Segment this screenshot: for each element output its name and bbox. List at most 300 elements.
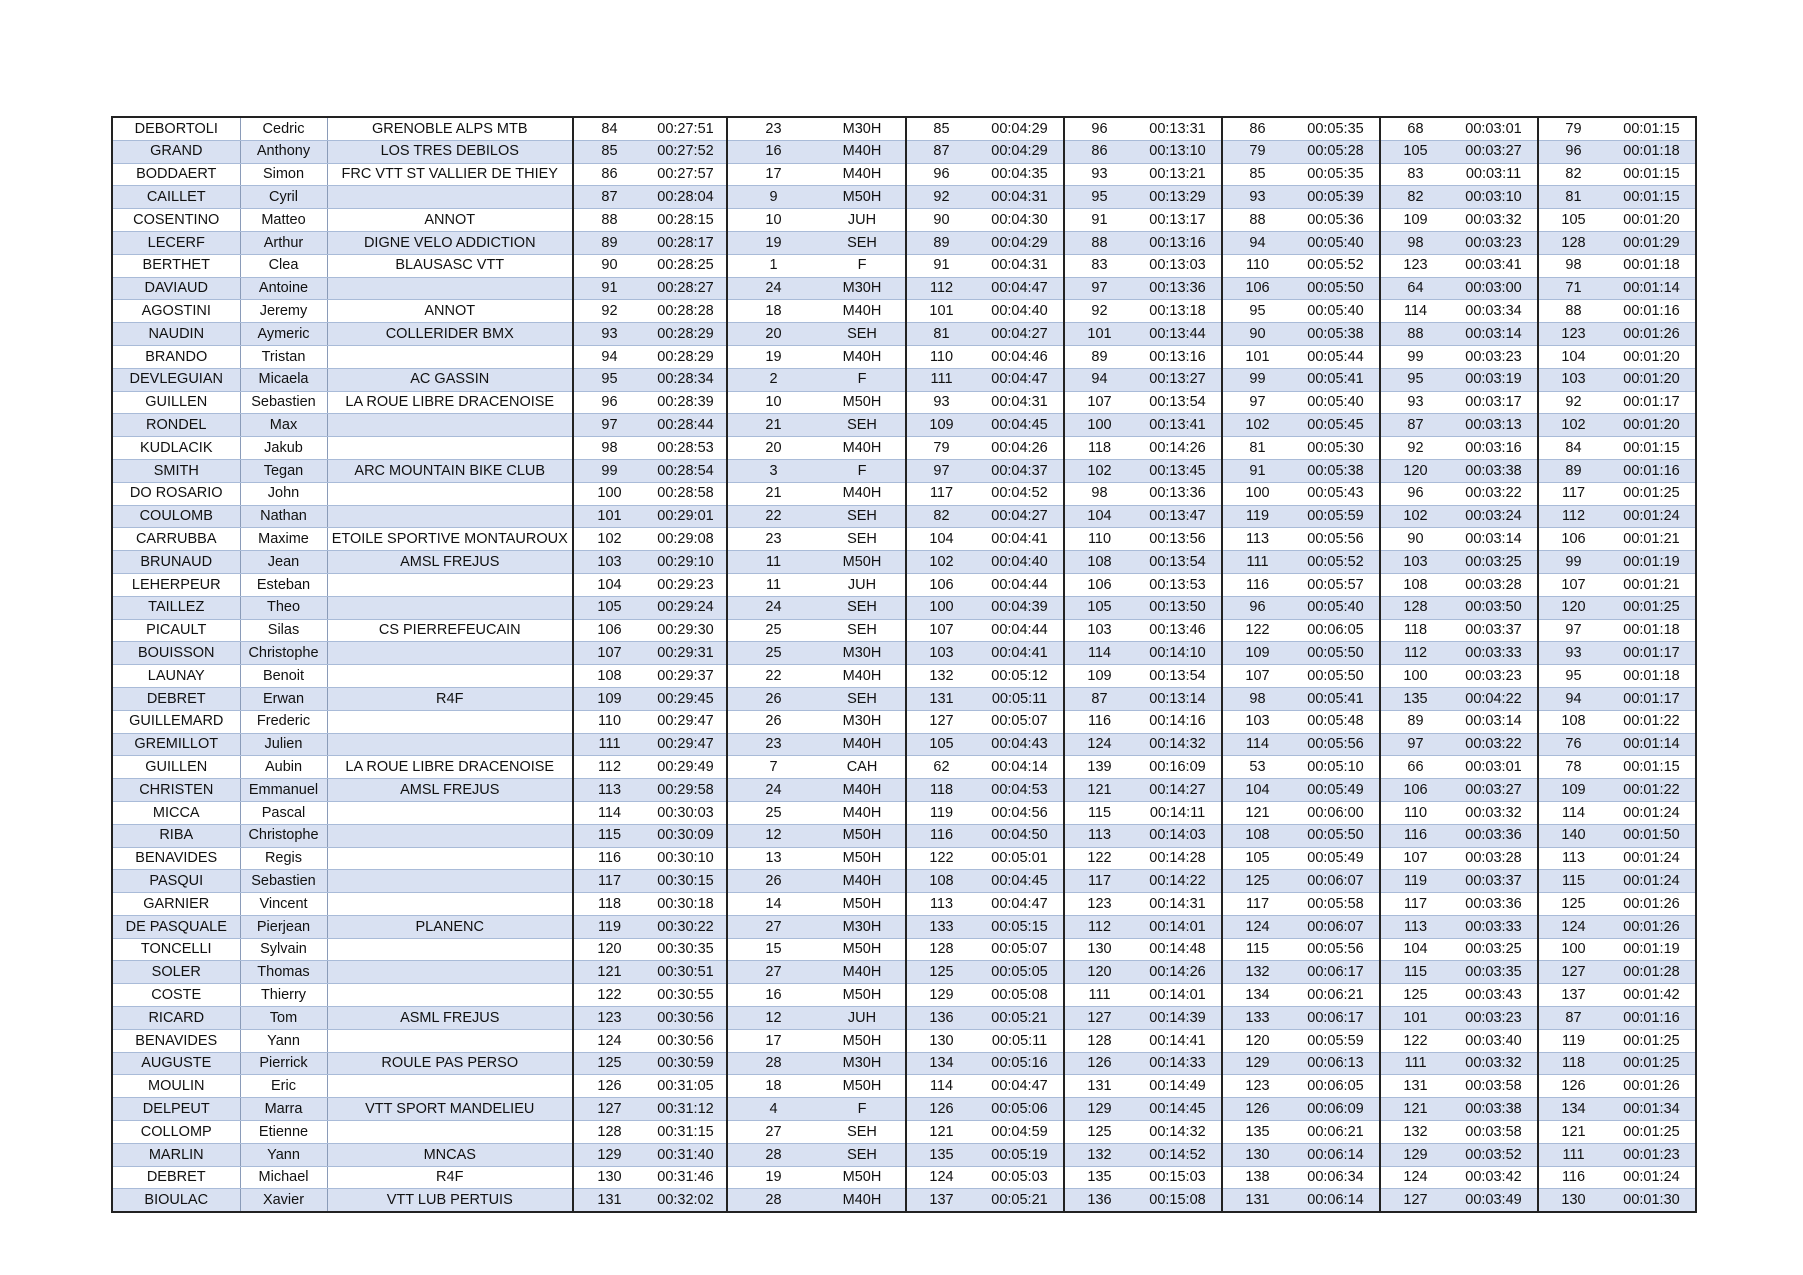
cell-category-rank: 25: [727, 801, 819, 824]
cell-overall-time: 00:31:15: [645, 1121, 727, 1144]
cell-first-name: Tegan: [240, 459, 327, 482]
cell-category-rank: 12: [727, 1007, 819, 1030]
cell-overall-time: 00:29:31: [645, 642, 727, 665]
cell-stage2-rank: 131: [1064, 1075, 1134, 1098]
results-body: [112, 117, 1696, 1212]
cell-first-name: Matteo: [240, 209, 327, 232]
cell-stage1-time: 00:04:43: [976, 733, 1064, 756]
cell-stage4-time: 00:03:41: [1450, 254, 1538, 277]
cell-stage1-rank: 79: [906, 437, 976, 460]
cell-stage3-rank: 96: [1222, 596, 1292, 619]
cell-stage2-rank: 88: [1064, 231, 1134, 254]
cell-last-name: TAILLEZ: [112, 596, 240, 619]
cell-stage1-rank: 100: [906, 596, 976, 619]
cell-stage5-rank: 104: [1538, 345, 1608, 368]
cell-overall-time: 00:30:22: [645, 915, 727, 938]
cell-overall-rank: 123: [573, 1007, 645, 1030]
cell-last-name: BODDAERT: [112, 163, 240, 186]
table-row: [112, 984, 1696, 1007]
cell-stage5-time: 00:01:21: [1608, 528, 1696, 551]
cell-category-rank: 27: [727, 915, 819, 938]
cell-stage3-time: 00:05:57: [1292, 573, 1380, 596]
cell-stage2-time: 00:14:11: [1134, 801, 1222, 824]
cell-stage1-rank: 92: [906, 186, 976, 209]
cell-stage2-rank: 108: [1064, 551, 1134, 574]
cell-last-name: DO ROSARIO: [112, 482, 240, 505]
cell-stage1-time: 00:05:15: [976, 915, 1064, 938]
cell-stage4-time: 00:03:40: [1450, 1029, 1538, 1052]
cell-stage1-time: 00:04:41: [976, 528, 1064, 551]
cell-stage3-rank: 126: [1222, 1098, 1292, 1121]
cell-stage3-time: 00:05:43: [1292, 482, 1380, 505]
cell-stage3-rank: 91: [1222, 459, 1292, 482]
cell-overall-rank: 91: [573, 277, 645, 300]
cell-stage3-time: 00:06:05: [1292, 1075, 1380, 1098]
table-row: [112, 391, 1696, 414]
cell-stage4-rank: 103: [1380, 551, 1450, 574]
cell-first-name: Jeremy: [240, 300, 327, 323]
cell-stage1-rank: 90: [906, 209, 976, 232]
cell-category: M40H: [819, 779, 906, 802]
cell-stage2-time: 00:13:47: [1134, 505, 1222, 528]
cell-stage5-rank: 93: [1538, 642, 1608, 665]
cell-stage3-rank: 130: [1222, 1143, 1292, 1166]
cell-stage4-time: 00:03:25: [1450, 551, 1538, 574]
cell-stage1-rank: 131: [906, 687, 976, 710]
cell-stage5-rank: 76: [1538, 733, 1608, 756]
cell-overall-time: 00:28:53: [645, 437, 727, 460]
cell-last-name: GARNIER: [112, 893, 240, 916]
cell-stage1-rank: 91: [906, 254, 976, 277]
cell-first-name: Regis: [240, 847, 327, 870]
cell-last-name: MARLIN: [112, 1143, 240, 1166]
cell-stage2-rank: 117: [1064, 870, 1134, 893]
cell-stage1-time: 00:04:27: [976, 323, 1064, 346]
cell-category-rank: 2: [727, 368, 819, 391]
cell-stage2-time: 00:14:01: [1134, 984, 1222, 1007]
cell-stage3-time: 00:05:35: [1292, 163, 1380, 186]
table-row: [112, 209, 1696, 232]
cell-stage2-time: 00:13:21: [1134, 163, 1222, 186]
cell-stage5-rank: 100: [1538, 938, 1608, 961]
cell-stage4-time: 00:03:49: [1450, 1189, 1538, 1212]
cell-stage5-rank: 102: [1538, 414, 1608, 437]
table-row: [112, 1075, 1696, 1098]
cell-first-name: Yann: [240, 1029, 327, 1052]
cell-stage4-time: 00:03:17: [1450, 391, 1538, 414]
cell-overall-rank: 110: [573, 710, 645, 733]
cell-first-name: Eric: [240, 1075, 327, 1098]
cell-stage3-time: 00:05:48: [1292, 710, 1380, 733]
cell-stage4-time: 00:03:14: [1450, 710, 1538, 733]
cell-stage4-rank: 96: [1380, 482, 1450, 505]
cell-stage3-rank: 125: [1222, 870, 1292, 893]
cell-overall-time: 00:30:35: [645, 938, 727, 961]
cell-stage4-time: 00:03:10: [1450, 186, 1538, 209]
cell-stage4-rank: 101: [1380, 1007, 1450, 1030]
cell-last-name: PASQUI: [112, 870, 240, 893]
cell-category: M40H: [819, 345, 906, 368]
cell-category: M50H: [819, 1166, 906, 1189]
cell-stage5-time: 00:01:20: [1608, 414, 1696, 437]
cell-overall-rank: 117: [573, 870, 645, 893]
table-row: [112, 277, 1696, 300]
table-row: [112, 710, 1696, 733]
cell-overall-rank: 97: [573, 414, 645, 437]
cell-stage2-rank: 86: [1064, 140, 1134, 163]
cell-stage4-time: 00:03:38: [1450, 1098, 1538, 1121]
table-row: [112, 779, 1696, 802]
cell-stage1-time: 00:05:19: [976, 1143, 1064, 1166]
cell-stage5-rank: 116: [1538, 1166, 1608, 1189]
cell-stage5-rank: 109: [1538, 779, 1608, 802]
cell-stage1-time: 00:05:21: [976, 1007, 1064, 1030]
cell-stage1-rank: 125: [906, 961, 976, 984]
cell-overall-rank: 127: [573, 1098, 645, 1121]
cell-stage3-time: 00:05:28: [1292, 140, 1380, 163]
cell-stage4-time: 00:04:22: [1450, 687, 1538, 710]
cell-first-name: Nathan: [240, 505, 327, 528]
cell-overall-rank: 106: [573, 619, 645, 642]
cell-stage3-time: 00:05:40: [1292, 391, 1380, 414]
cell-stage4-rank: 111: [1380, 1052, 1450, 1075]
cell-stage1-time: 00:04:29: [976, 117, 1064, 140]
cell-first-name: Jean: [240, 551, 327, 574]
cell-last-name: DELPEUT: [112, 1098, 240, 1121]
cell-category-rank: 12: [727, 824, 819, 847]
cell-category: F: [819, 254, 906, 277]
cell-stage1-rank: 122: [906, 847, 976, 870]
cell-last-name: COSENTINO: [112, 209, 240, 232]
cell-last-name: DE PASQUALE: [112, 915, 240, 938]
cell-club: [327, 1075, 573, 1098]
cell-stage5-time: 00:01:23: [1608, 1143, 1696, 1166]
cell-stage5-rank: 113: [1538, 847, 1608, 870]
cell-first-name: Tristan: [240, 345, 327, 368]
cell-overall-rank: 115: [573, 824, 645, 847]
cell-stage5-time: 00:01:22: [1608, 779, 1696, 802]
cell-stage3-time: 00:06:14: [1292, 1143, 1380, 1166]
cell-stage4-time: 00:03:37: [1450, 870, 1538, 893]
cell-stage5-rank: 115: [1538, 870, 1608, 893]
cell-stage3-rank: 122: [1222, 619, 1292, 642]
cell-stage2-time: 00:15:03: [1134, 1166, 1222, 1189]
cell-category-rank: 25: [727, 642, 819, 665]
cell-stage1-rank: 119: [906, 801, 976, 824]
cell-first-name: Emmanuel: [240, 779, 327, 802]
cell-stage5-rank: 106: [1538, 528, 1608, 551]
cell-stage4-rank: 64: [1380, 277, 1450, 300]
cell-category: M40H: [819, 961, 906, 984]
cell-category: CAH: [819, 756, 906, 779]
cell-overall-time: 00:29:45: [645, 687, 727, 710]
cell-stage1-time: 00:05:05: [976, 961, 1064, 984]
cell-stage2-time: 00:14:45: [1134, 1098, 1222, 1121]
cell-category-rank: 13: [727, 847, 819, 870]
cell-stage3-time: 00:05:52: [1292, 551, 1380, 574]
cell-stage5-time: 00:01:17: [1608, 687, 1696, 710]
cell-overall-rank: 86: [573, 163, 645, 186]
cell-stage4-rank: 68: [1380, 117, 1450, 140]
cell-category-rank: 3: [727, 459, 819, 482]
cell-club: [327, 733, 573, 756]
table-row: [112, 915, 1696, 938]
cell-overall-rank: 101: [573, 505, 645, 528]
table-row: [112, 824, 1696, 847]
cell-stage1-rank: 87: [906, 140, 976, 163]
cell-stage1-time: 00:05:07: [976, 938, 1064, 961]
cell-stage1-time: 00:04:40: [976, 300, 1064, 323]
cell-stage1-rank: 111: [906, 368, 976, 391]
cell-stage1-rank: 135: [906, 1143, 976, 1166]
cell-stage5-rank: 140: [1538, 824, 1608, 847]
cell-stage3-rank: 138: [1222, 1166, 1292, 1189]
cell-stage1-rank: 89: [906, 231, 976, 254]
cell-stage1-rank: 106: [906, 573, 976, 596]
cell-overall-time: 00:31:40: [645, 1143, 727, 1166]
cell-stage2-rank: 94: [1064, 368, 1134, 391]
cell-stage1-time: 00:04:26: [976, 437, 1064, 460]
cell-overall-time: 00:31:12: [645, 1098, 727, 1121]
cell-stage5-time: 00:01:26: [1608, 893, 1696, 916]
cell-club: R4F: [327, 1166, 573, 1189]
table-row: [112, 1029, 1696, 1052]
table-row: [112, 163, 1696, 186]
cell-stage3-time: 00:05:10: [1292, 756, 1380, 779]
table-row: [112, 551, 1696, 574]
cell-first-name: Benoit: [240, 665, 327, 688]
cell-overall-time: 00:28:27: [645, 277, 727, 300]
cell-overall-rank: 128: [573, 1121, 645, 1144]
cell-stage2-time: 00:14:32: [1134, 733, 1222, 756]
cell-overall-time: 00:29:30: [645, 619, 727, 642]
cell-stage2-time: 00:13:36: [1134, 482, 1222, 505]
cell-category: SEH: [819, 231, 906, 254]
table-row: [112, 1098, 1696, 1121]
cell-stage4-rank: 117: [1380, 893, 1450, 916]
cell-stage5-rank: 88: [1538, 300, 1608, 323]
cell-stage2-time: 00:14:27: [1134, 779, 1222, 802]
cell-stage2-rank: 116: [1064, 710, 1134, 733]
cell-overall-rank: 103: [573, 551, 645, 574]
cell-category: M30H: [819, 117, 906, 140]
cell-stage5-rank: 119: [1538, 1029, 1608, 1052]
cell-category-rank: 28: [727, 1052, 819, 1075]
cell-stage2-time: 00:16:09: [1134, 756, 1222, 779]
cell-overall-time: 00:29:58: [645, 779, 727, 802]
cell-overall-rank: 125: [573, 1052, 645, 1075]
cell-overall-rank: 113: [573, 779, 645, 802]
cell-stage4-rank: 131: [1380, 1075, 1450, 1098]
cell-first-name: Yann: [240, 1143, 327, 1166]
cell-category-rank: 17: [727, 163, 819, 186]
cell-stage3-rank: 100: [1222, 482, 1292, 505]
cell-stage3-time: 00:05:36: [1292, 209, 1380, 232]
cell-stage1-rank: 85: [906, 117, 976, 140]
cell-overall-rank: 99: [573, 459, 645, 482]
cell-overall-rank: 126: [573, 1075, 645, 1098]
cell-overall-time: 00:31:05: [645, 1075, 727, 1098]
cell-stage1-time: 00:04:31: [976, 186, 1064, 209]
cell-stage3-rank: 121: [1222, 801, 1292, 824]
cell-stage2-time: 00:14:16: [1134, 710, 1222, 733]
cell-stage5-time: 00:01:15: [1608, 437, 1696, 460]
cell-stage2-time: 00:13:41: [1134, 414, 1222, 437]
cell-overall-time: 00:31:46: [645, 1166, 727, 1189]
cell-club: [327, 573, 573, 596]
cell-club: [327, 847, 573, 870]
cell-stage2-time: 00:14:41: [1134, 1029, 1222, 1052]
cell-category: M40H: [819, 733, 906, 756]
cell-first-name: Theo: [240, 596, 327, 619]
cell-club: [327, 984, 573, 1007]
cell-category: SEH: [819, 1143, 906, 1166]
cell-stage4-time: 00:03:27: [1450, 140, 1538, 163]
cell-stage3-time: 00:06:05: [1292, 619, 1380, 642]
table-row: [112, 437, 1696, 460]
cell-stage2-rank: 92: [1064, 300, 1134, 323]
cell-stage3-rank: 102: [1222, 414, 1292, 437]
cell-category-rank: 20: [727, 323, 819, 346]
cell-stage1-time: 00:05:12: [976, 665, 1064, 688]
cell-overall-rank: 120: [573, 938, 645, 961]
cell-stage3-time: 00:06:07: [1292, 915, 1380, 938]
cell-club: [327, 277, 573, 300]
cell-stage2-time: 00:13:16: [1134, 345, 1222, 368]
cell-stage3-time: 00:06:13: [1292, 1052, 1380, 1075]
cell-stage1-time: 00:04:41: [976, 642, 1064, 665]
cell-stage1-time: 00:04:44: [976, 573, 1064, 596]
cell-stage5-time: 00:01:15: [1608, 163, 1696, 186]
cell-first-name: Aymeric: [240, 323, 327, 346]
cell-stage4-time: 00:03:32: [1450, 209, 1538, 232]
cell-category: M30H: [819, 710, 906, 733]
cell-stage5-rank: 130: [1538, 1189, 1608, 1212]
cell-first-name: Erwan: [240, 687, 327, 710]
cell-stage4-rank: 98: [1380, 231, 1450, 254]
cell-stage4-rank: 123: [1380, 254, 1450, 277]
cell-category: M50H: [819, 893, 906, 916]
cell-overall-rank: 112: [573, 756, 645, 779]
cell-stage3-time: 00:05:56: [1292, 528, 1380, 551]
cell-stage3-rank: 132: [1222, 961, 1292, 984]
cell-stage3-time: 00:05:35: [1292, 117, 1380, 140]
cell-club: [327, 345, 573, 368]
cell-overall-rank: 87: [573, 186, 645, 209]
cell-category-rank: 14: [727, 893, 819, 916]
cell-stage1-rank: 132: [906, 665, 976, 688]
cell-stage2-time: 00:14:49: [1134, 1075, 1222, 1098]
cell-first-name: Michael: [240, 1166, 327, 1189]
cell-stage1-time: 00:04:52: [976, 482, 1064, 505]
cell-stage5-time: 00:01:25: [1608, 1052, 1696, 1075]
cell-category: JUH: [819, 209, 906, 232]
cell-overall-rank: 131: [573, 1189, 645, 1212]
cell-category-rank: 10: [727, 209, 819, 232]
cell-club: FRC VTT ST VALLIER DE THIEY: [327, 163, 573, 186]
cell-stage2-rank: 98: [1064, 482, 1134, 505]
cell-last-name: BERTHET: [112, 254, 240, 277]
cell-club: CS PIERREFEUCAIN: [327, 619, 573, 642]
cell-stage1-rank: 110: [906, 345, 976, 368]
cell-stage4-time: 00:03:16: [1450, 437, 1538, 460]
cell-stage2-rank: 118: [1064, 437, 1134, 460]
cell-stage2-time: 00:13:17: [1134, 209, 1222, 232]
cell-overall-time: 00:30:56: [645, 1007, 727, 1030]
cell-stage1-time: 00:04:47: [976, 368, 1064, 391]
cell-stage1-time: 00:04:46: [976, 345, 1064, 368]
cell-overall-time: 00:30:03: [645, 801, 727, 824]
cell-stage3-time: 00:05:39: [1292, 186, 1380, 209]
cell-stage1-rank: 93: [906, 391, 976, 414]
cell-overall-time: 00:28:58: [645, 482, 727, 505]
cell-overall-rank: 108: [573, 665, 645, 688]
cell-stage4-time: 00:03:14: [1450, 323, 1538, 346]
cell-stage4-time: 00:03:33: [1450, 642, 1538, 665]
table-row: [112, 573, 1696, 596]
cell-stage1-time: 00:04:37: [976, 459, 1064, 482]
cell-stage2-time: 00:13:16: [1134, 231, 1222, 254]
cell-stage2-time: 00:14:26: [1134, 961, 1222, 984]
cell-stage2-time: 00:14:10: [1134, 642, 1222, 665]
cell-category: M30H: [819, 915, 906, 938]
cell-stage2-time: 00:14:28: [1134, 847, 1222, 870]
table-row: [112, 368, 1696, 391]
cell-stage5-rank: 103: [1538, 368, 1608, 391]
cell-overall-rank: 84: [573, 117, 645, 140]
table-row: [112, 345, 1696, 368]
cell-overall-time: 00:27:52: [645, 140, 727, 163]
cell-club: ANNOT: [327, 300, 573, 323]
cell-stage1-rank: 128: [906, 938, 976, 961]
cell-stage3-rank: 95: [1222, 300, 1292, 323]
cell-stage5-time: 00:01:15: [1608, 117, 1696, 140]
table-row: [112, 459, 1696, 482]
cell-category-rank: 26: [727, 687, 819, 710]
cell-stage2-time: 00:13:54: [1134, 391, 1222, 414]
cell-stage2-time: 00:14:22: [1134, 870, 1222, 893]
cell-category: SEH: [819, 619, 906, 642]
cell-overall-rank: 111: [573, 733, 645, 756]
cell-overall-rank: 92: [573, 300, 645, 323]
cell-stage2-time: 00:13:56: [1134, 528, 1222, 551]
cell-first-name: Pascal: [240, 801, 327, 824]
cell-stage3-time: 00:06:21: [1292, 1121, 1380, 1144]
cell-stage4-time: 00:03:19: [1450, 368, 1538, 391]
cell-stage4-rank: 99: [1380, 345, 1450, 368]
cell-stage2-rank: 139: [1064, 756, 1134, 779]
cell-stage2-time: 00:13:31: [1134, 117, 1222, 140]
cell-stage3-rank: 124: [1222, 915, 1292, 938]
cell-stage2-rank: 122: [1064, 847, 1134, 870]
cell-club: LA ROUE LIBRE DRACENOISE: [327, 756, 573, 779]
cell-stage3-time: 00:05:40: [1292, 300, 1380, 323]
cell-overall-time: 00:30:10: [645, 847, 727, 870]
cell-stage2-rank: 112: [1064, 915, 1134, 938]
cell-club: [327, 893, 573, 916]
cell-stage4-rank: 118: [1380, 619, 1450, 642]
cell-stage1-time: 00:04:59: [976, 1121, 1064, 1144]
cell-category: M40H: [819, 437, 906, 460]
cell-category: M50H: [819, 938, 906, 961]
cell-stage5-rank: 84: [1538, 437, 1608, 460]
table-row: [112, 938, 1696, 961]
cell-category-rank: 4: [727, 1098, 819, 1121]
cell-stage3-time: 00:05:30: [1292, 437, 1380, 460]
cell-stage5-rank: 123: [1538, 323, 1608, 346]
cell-stage3-time: 00:05:38: [1292, 323, 1380, 346]
cell-stage2-time: 00:13:27: [1134, 368, 1222, 391]
